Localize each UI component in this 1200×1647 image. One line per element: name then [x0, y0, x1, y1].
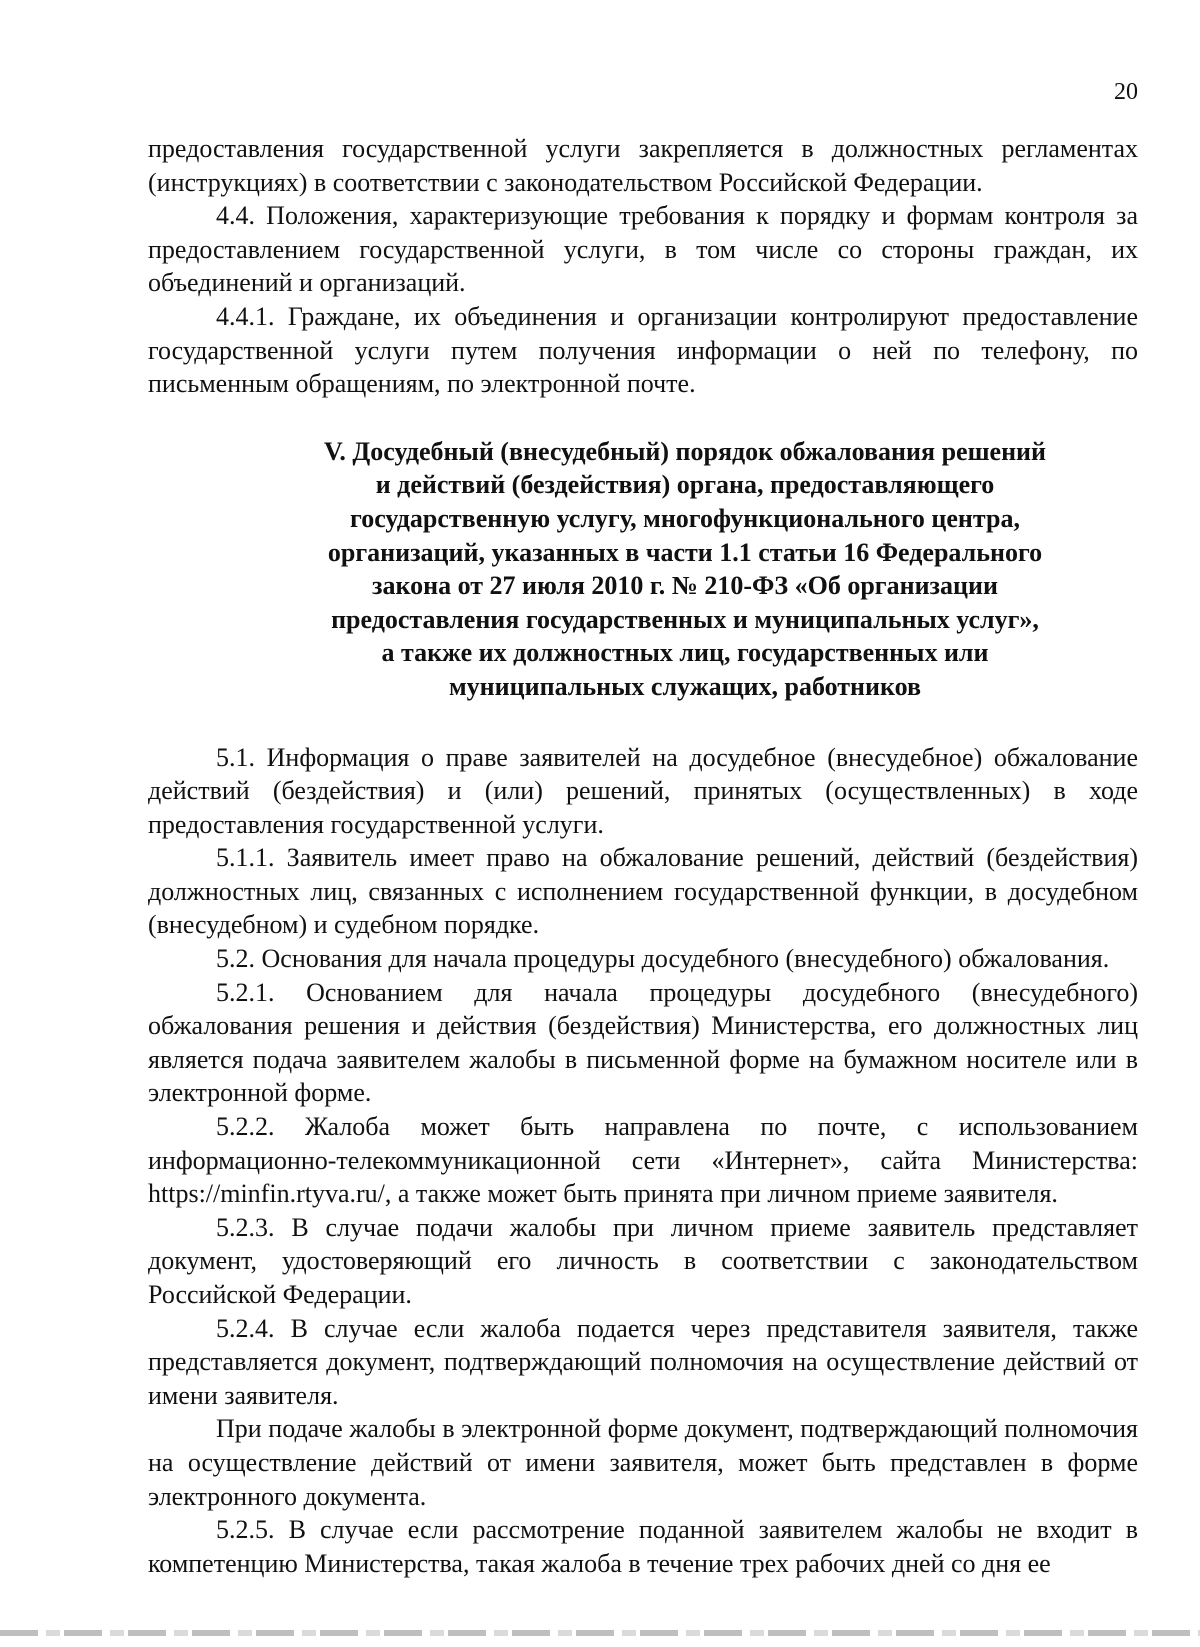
document-body: [148, 132, 1138, 1580]
section-after-heading: [148, 741, 1138, 1581]
heading-line: а также их должностных лиц, государственных или: [381, 638, 989, 668]
paragraph: предоставления государственной услуги закрепляется в должностных регламентах (инструкциях) в соответствии с законодательством Российской Федерации.: [148, 134, 1138, 197]
heading-line: государственную услугу, многофункционального центра,: [350, 503, 1020, 533]
paragraph: 5.2.1. Основанием для начала процедуры досудебного (внесудебного) обжалования решения и действия (бездействия) Министерства, его должностных лиц является подача заявителем жалобы в письменной форме на бумажном носителе или в электронной форме.: [148, 977, 1138, 1108]
section-heading: [290, 435, 1080, 704]
paragraph: При подаче жалобы в электронной форме документ, подтверждающий полномочия на осуществление действий от имени заявителя, может быть представлен в форме электронного документа.: [148, 1414, 1138, 1511]
paragraph: 5.2. Основания для начала процедуры досудебного (внесудебного) обжалования.: [216, 944, 1110, 974]
heading-line: предоставления государственных и муниципальных услуг»,: [331, 604, 1039, 634]
heading-line: муниципальных служащих, работников: [448, 671, 922, 701]
paragraph: 5.2.5. В случае если рассмотрение поданной заявителем жалобы не входит в компетенцию Министерства, такая жалоба в течение трех рабочих дней со дня ее: [148, 1515, 1138, 1578]
paragraph: 5.2.2. Жалоба может быть направлена по почте, с использованием информационно-телекоммуникационной сети «Интернет», сайта Министерства: https://minfin.rtyva.ru/, а также может быть принята при личном приеме заявителя.: [148, 1112, 1138, 1209]
heading-line: и действий (бездействия) органа, предоставляющего: [375, 470, 995, 500]
page-number: 20: [1114, 79, 1138, 105]
heading-line: закона от 27 июля 2010 г. № 210-ФЗ «Об организации: [372, 571, 998, 601]
paragraph: 5.2.3. В случае подачи жалобы при личном приеме заявитель представляет документ, удостоверяющий его личность в соответствии с законодательством Российской Федерации.: [148, 1212, 1138, 1309]
section-before-heading: [148, 132, 1138, 401]
paragraph: 5.1.1. Заявитель имеет право на обжалование решений, действий (бездействия) должностных лиц, связанных с исполнением государственной функции, в досудебном (внесудебном) и судебном порядке.: [148, 843, 1138, 940]
heading-line: организаций, указанных в части 1.1 статьи 16 Федерального: [327, 537, 1043, 567]
paragraph: 5.1. Информация о праве заявителей на досудебное (внесудебное) обжалование действий (бездействия) и (или) решений, принятых (осуществленных) в ходе предоставления государственной услуги.: [148, 742, 1138, 839]
paragraph: 4.4. Положения, характеризующие требования к порядку и формам контроля за предоставлением государственной услуги, в том числе со стороны граждан, их объединений и организаций.: [148, 201, 1138, 298]
paragraph: 4.4.1. Граждане, их объединения и организации контролируют предоставление государственной услуги путем получения информации о ней по телефону, по письменным обращениям, по электронной почте.: [148, 301, 1138, 399]
scan-edge-artifact: [0, 1630, 1200, 1636]
heading-line: V. Досудебный (внесудебный) порядок обжалования решений: [323, 436, 1047, 466]
paragraph: 5.2.4. В случае если жалоба подается через представителя заявителя, также представляется документ, подтверждающий полномочия на осуществление действий от имени заявителя.: [148, 1313, 1138, 1410]
